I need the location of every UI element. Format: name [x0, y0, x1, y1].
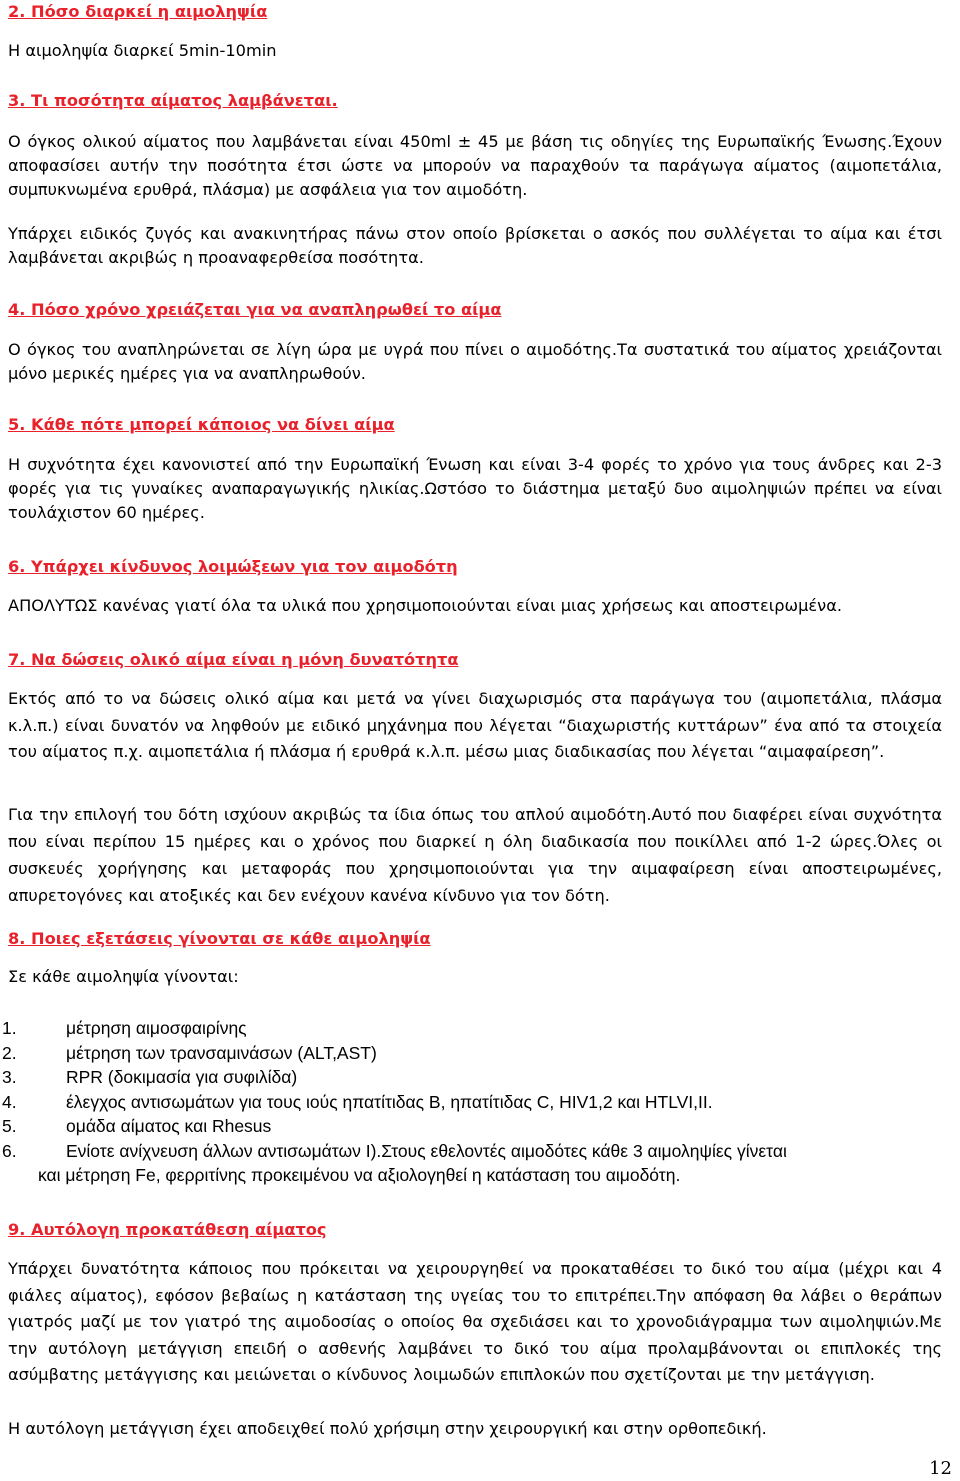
list-item: [2, 1114, 942, 1139]
list-item-text: ομάδα αίματος και Rhesus: [66, 1116, 272, 1136]
list-item: [2, 1041, 942, 1066]
section-6-text: ΑΠΟΛΥΤΩΣ κανένας γιατί όλα τα υλικά που χρησιμοποιούνται είναι μιας χρήσεως και αποστειρωμένα.: [8, 596, 843, 615]
section-5-text: Η συχνότητα έχει κανονιστεί από την Ευρωπαϊκή Ένωση και είναι 3-4 φορές το χρόνο για τους άνδρες και 2-3 φορές για τις γυναίκες αναπαραγωγικής ηλικίας.Ωστόσο το διάστημα μεταξύ δυο αιμοληψιών πρέπει να είναι τουλάχιστον 60 ημέρες.: [8, 455, 942, 522]
list-item-number: 6.: [2, 1140, 17, 1161]
list-item-number: 3.: [2, 1067, 17, 1087]
section-7-text-1: Εκτός από το να δώσεις ολικό αίμα και μετά να γίνει διαχωρισμός στα παράγωγα του (αιμοπετάλια, πλάσμα κ.λ.π.) είναι δυνατόν να ληφθούν με ειδικό μηχάνημα που λέγεται “διαχωριστής κυττάρων” ένα από τα στοιχεία του αίματος π.χ. αιμοπετάλια ή πλάσμα ή ερυθρά κ.λ.π. μέσω μιας διαδικασίας που λέγεται “αιμαφαίρεση”.: [8, 689, 942, 761]
list-item-number: 1.: [2, 1018, 17, 1038]
list-item: [2, 1016, 942, 1041]
list-item: [2, 1065, 942, 1090]
list-item-number: 4.: [2, 1091, 17, 1112]
section-8-text: Σε κάθε αιμοληψία γίνονται:: [8, 967, 239, 986]
section-7-heading: 7. Να δώσεις ολικό αίμα είναι η μόνη δυνατότητα: [8, 650, 459, 669]
exam-list: [2, 1016, 942, 1188]
section-2-heading: 2. Πόσο διαρκεί η αιμοληψία: [8, 2, 268, 21]
page-number: 12: [929, 1458, 952, 1479]
section-7-text-2: Για την επιλογή του δότη ισχύουν ακριβώς τα ίδια όπως του απλού αιμοδότη.Αυτό που διαφέρει είναι συχνότητα που είναι περίπου 15 ημέρες και ο χρόνος που διαρκεί η όλη διαδικασία που ποικίλλει από 1-2 ώρες.Όλες οι συσκευές χορήγησης και μεταφοράς που χρησιμοποιούνται για την αιμαφαίρεση είναι αποστειρωμένες, απυρετογόνες και ατοξικές και δεν ενέχουν κανένα κίνδυνο για τον δότη.: [8, 805, 942, 905]
section-4-heading: 4. Πόσο χρόνο χρειάζεται για να αναπληρωθεί το αίμα: [8, 300, 502, 319]
list-item-text: μέτρηση αιμοσφαιρίνης: [66, 1018, 247, 1038]
section-3-heading: 3. Τι ποσότητα αίματος λαμβάνεται.: [8, 91, 338, 110]
list-item-text: έλεγχος αντισωμάτων για τους ιούς ηπατίτιδας Β, ηπατίτιδας C, HIV1,2 και HTLVI,II.: [66, 1091, 713, 1112]
section-9-text-1: Υπάρχει δυνατότητα κάποιος που πρόκειται να χειρουργηθεί να προκαταθέσει το δικό του αίμα (μέχρι και 4 φιάλες αίματος), εφόσον βεβαίως η κατάσταση της υγείας του το επιτρέπει.Την απόφαση θα λάβει ο θεράπων γιατρός μαζί με τον γιατρό της αιμοδοσίας ο οποίος θα σχεδιάσει και το χρονοδιάγραμμα των αιμοληψιών.Με την αυτόλογη μετάγγιση επειδή ο ασθενής λαμβάνει το δικό του αίμα προλαμβάνονται οι επιπλοκές της ασύμβατης μετάγγισης και μειώνεται ο κίνδυνος λοιμωδών επιπλοκών που σχετίζονται με την μετάγγιση.: [8, 1259, 942, 1384]
list-item: [2, 1090, 942, 1115]
list-item-number: 2.: [2, 1042, 17, 1063]
section-9-text-2: Η αυτόλογη μετάγγιση έχει αποδειχθεί πολύ χρήσιμη στην χειρουργική και στην ορθοπεδική.: [8, 1419, 767, 1438]
list-item: [2, 1139, 942, 1188]
section-8-heading: 8. Ποιες εξετάσεις γίνονται σε κάθε αιμοληψία: [8, 929, 431, 948]
list-item-text: μέτρηση των τρανσαμινάσων (ALT,AST): [66, 1042, 377, 1063]
list-item-text: Ενίοτε ανίχνευση άλλων αντισωμάτων Ι).Στους εθελοντές αιμοδότες κάθε 3 αιμοληψίες γίνεται: [66, 1140, 787, 1161]
section-5-heading: 5. Κάθε πότε μπορεί κάποιος να δίνει αίμα: [8, 415, 395, 434]
section-9-heading: 9. Αυτόλογη προκατάθεση αίματος: [8, 1220, 327, 1239]
section-2-text: Η αιμοληψία διαρκεί 5min-10min: [8, 41, 277, 60]
section-3-text-2: Υπάρχει ειδικός ζυγός και ανακινητήρας πάνω στον οποίο βρίσκεται ο ασκός που συλλέγεται το αίμα και έτσι λαμβάνεται ακριβώς η προαναφερθείσα ποσότητα.: [8, 224, 942, 267]
section-3-text-1: Ο όγκος ολικού αίματος που λαμβάνεται είναι 450ml ± 45 με βάση τις οδηγίες της Ευρωπαϊκής Ένωσης.Έχουν αποφασίσει αυτήν την ποσότητα έτσι ώστε να μπορούν να παραχθούν τα παράγωγα αίματος (αιμοπετάλια, συμπυκνωμένα ερυθρά, πλάσμα) με ασφάλεια για τον αιμοδότη.: [8, 132, 942, 199]
section-6-heading: 6. Υπάρχει κίνδυνος λοιμώξεων για τον αιμοδότη: [8, 557, 458, 576]
list-item-text: RPR (δοκιμασία για συφιλίδα): [66, 1067, 298, 1087]
list-item-number: 5.: [2, 1116, 17, 1136]
list-item-continuation: και μέτρηση Fe, φερριτίνης προκειμένου να αξιολογηθεί η κατάσταση του αιμοδότη.: [38, 1165, 681, 1185]
section-4-text: Ο όγκος του αναπληρώνεται σε λίγη ώρα με υγρά που πίνει ο αιμοδότης.Τα συστατικά του αίματος χρειάζονται μόνο μερικές ημέρες για να αναπληρωθούν.: [8, 340, 942, 383]
